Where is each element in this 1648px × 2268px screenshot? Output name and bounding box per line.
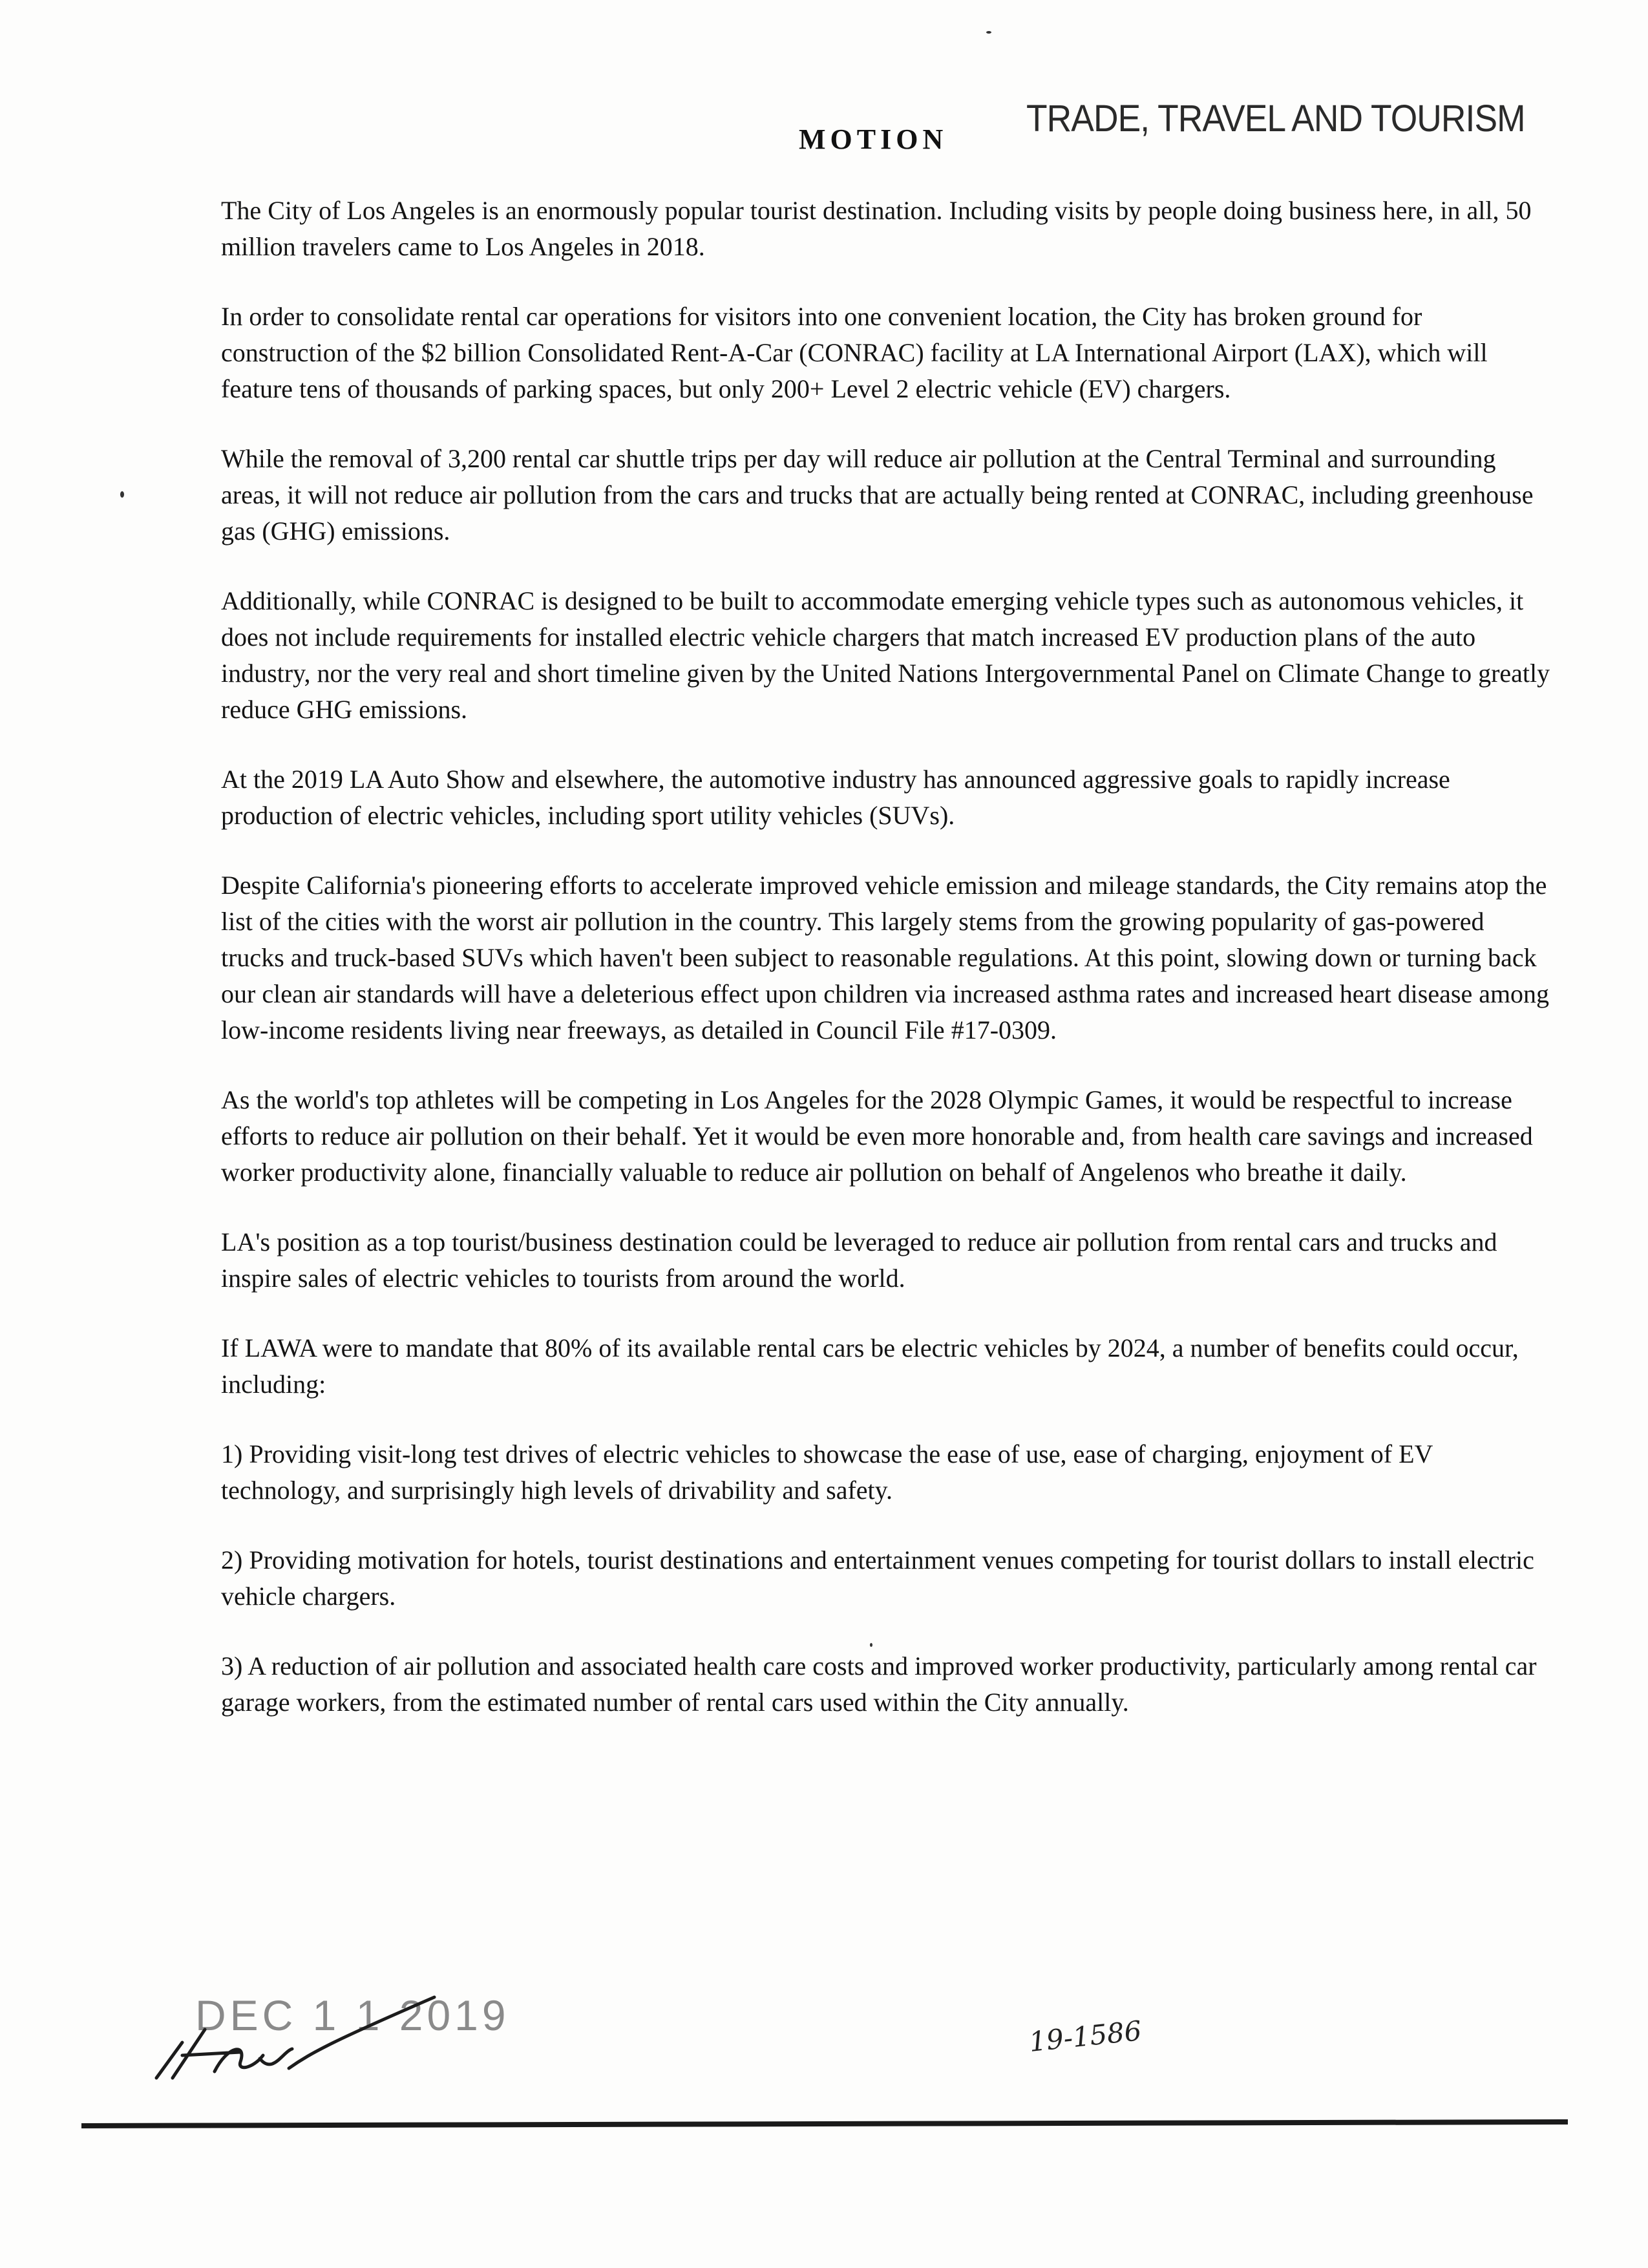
- committee-stamp: TRADE, TRAVEL AND TOURISM: [1026, 98, 1525, 140]
- handwritten-file-number: 19-1586: [1027, 2015, 1143, 2058]
- paragraph-1: The City of Los Angeles is an enormously popular tourist destination. Including visits by people doing business here, in all, 50 million travelers came to Los Angeles in 2018.: [221, 196, 1532, 261]
- handwritten-signature: [143, 1991, 454, 2088]
- scan-speck: [870, 1643, 872, 1647]
- paragraph-5: At the 2019 LA Auto Show and elsewhere, the automotive industry has announced aggressive goals to rapidly increase production of electric vehicles, including sport utility vehicles (SUVs).: [221, 765, 1450, 830]
- paragraph-9: If LAWA were to mandate that 80% of its available rental cars be electric vehicles by 2024, a number of benefits could occur, including:: [221, 1333, 1519, 1399]
- motion-body: [221, 193, 1552, 1754]
- scan-speck: [120, 491, 124, 498]
- document-title: MOTION: [799, 123, 948, 155]
- paragraph-6: Despite California's pioneering efforts to accelerate improved vehicle emission and mileage standards, the City remains atop the list of the cities with the worst air pollution in the country. This largely stems from the growing popularity of gas-powered trucks and truck-based SUVs which haven't been subject to reasonable regulations. At this point, slowing down or turning back our clean air standards will have a deleterious effect upon children via increased asthma rates and increased heart disease among low-income residents living near freeways, as detailed in Council File #17-0309.: [221, 871, 1550, 1044]
- paragraph-7: As the world's top athletes will be competing in Los Angeles for the 2028 Olympic Games, it would be respectful to increase efforts to reduce air pollution on their behalf. Yet it would be even more honorable and, from health care savings and increased worker productivity alone, financially valuable to reduce air pollution on behalf of Angelenos who breathe it daily.: [221, 1085, 1533, 1187]
- scan-speck: [986, 31, 991, 34]
- date-stamp: DEC 1 1 2019: [195, 1991, 510, 2039]
- benefit-item-1: 1) Providing visit-long test drives of electric vehicles to showcase the ease of use, ease of charging, enjoyment of EV technology, and surprisingly high levels of drivability and safety.: [221, 1439, 1433, 1505]
- paragraph-3: While the removal of 3,200 rental car shuttle trips per day will reduce air pollution at the Central Terminal and surrounding areas, it will not reduce air pollution from the cars and trucks that are actually being rented at CONRAC, including greenhouse gas (GHG) emissions.: [221, 444, 1534, 546]
- benefit-item-2: 2) Providing motivation for hotels, tourist destinations and entertainment venues competing for tourist dollars to install electric vehicle chargers.: [221, 1545, 1534, 1611]
- paragraph-8: LA's position as a top tourist/business destination could be leveraged to reduce air pollution from rental cars and trucks and inspire sales of electric vehicles to tourists from around the world.: [221, 1227, 1497, 1293]
- benefit-item-3: 3) A reduction of air pollution and associated health care costs and improved worker productivity, particularly among rental car garage workers, from the estimated number of rental cars used within the City annually.: [221, 1651, 1537, 1717]
- paragraph-2: In order to consolidate rental car operations for visitors into one convenient location, the City has broken ground for construction of the $2 billion Consolidated Rent-A-Car (CONRAC) facility at LA International Airport (LAX), which will feature tens of thousands of parking spaces, but only 200+ Level 2 electric vehicle (EV) chargers.: [221, 302, 1488, 403]
- paragraph-4: Additionally, while CONRAC is designed to be built to accommodate emerging vehicle types such as autonomous vehicles, it does not include requirements for installed electric vehicle chargers that match increased EV production plans of the auto industry, nor the very real and short timeline given by the United Nations Intergovernmental Panel on Climate Change to greatly reduce GHG emissions.: [221, 586, 1550, 724]
- bottom-rule: [81, 2119, 1568, 2128]
